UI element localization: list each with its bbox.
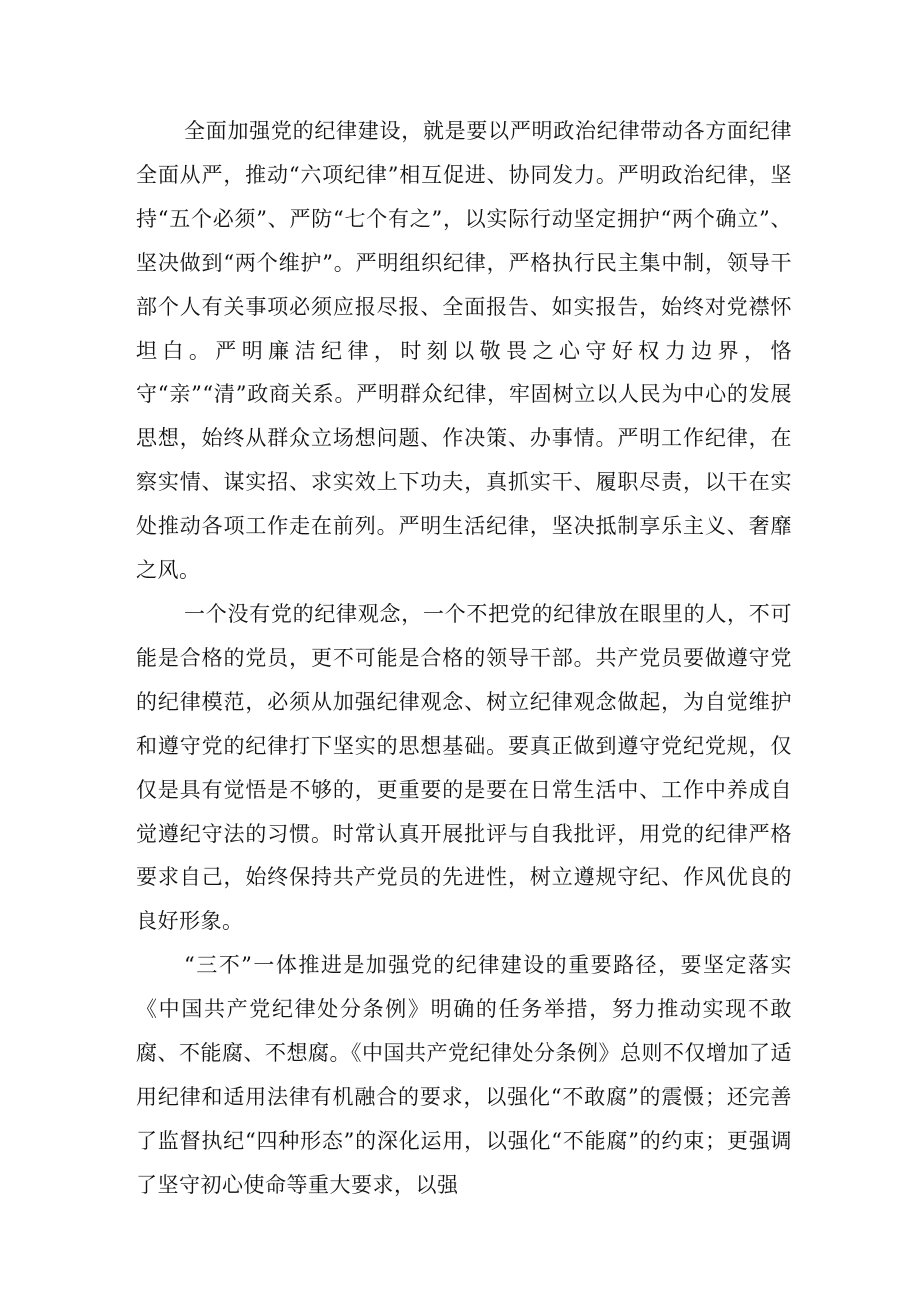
- document-body: [136, 110, 792, 1208]
- paragraph-three-nots: “三不”一体推进是加强党的纪律建设的重要路径，要坚定落实《中国共产党纪律处分条例》明确的任务举措，努力推动实现不敢腐、不能腐、不想腐。《中国共产党纪律处分条例》总则不仅增加了适用纪律和适用法律有机融合的要求，以强化“不敢腐”的震慑；还完善了监督执纪“四种形态”的深化运用，以强化“不能腐”的约束；更强调了坚守初心使命等重大要求，以强: [136, 953, 792, 1197]
- paragraph-discipline-building: 全面加强党的纪律建设，就是要以严明政治纪律带动各方面纪律全面从严，推动“六项纪律”相互促进、协同发力。严明政治纪律，坚持“五个必须”、严防“七个有之”，以实际行动坚定拥护“两个确立”、坚决做到“两个维护”。严明组织纪律，严格执行民主集中制，领导干部个人有关事项必须应报尽报、全面报告、如实报告，始终对党襟怀坦白。严明廉洁纪律，时刻以敬畏之心守好权力边界，恪守“亲”“清”政商关系。严明群众纪律，牢固树立以人民为中心的发展思想，始终从群众立场想问题、作决策、办事情。严明工作纪律，在察实情、谋实招、求实效上下功夫，真抓实干、履职尽责，以干在实处推动各项工作走在前列。严明生活纪律，坚决抵制享乐主义、奢靡之风。: [136, 119, 792, 583]
- paragraph-discipline-awareness: 一个没有党的纪律观念，一个不把党的纪律放在眼里的人，不可能是合格的党员，更不可能是合格的领导干部。共产党员要做遵守党的纪律模范，必须从加强纪律观念、树立纪律观念做起，为自觉维护和遵守党的纪律打下坚实的思想基础。要真正做到遵守党纪党规，仅仅是具有觉悟是不够的，更重要的是要在日常生活中、工作中养成自觉遵纪守法的习惯。时常认真开展批评与自我批评，用党的纪律严格要求自己，始终保持共产党员的先进性，树立遵规守纪、作风优良的良好形象。: [136, 601, 792, 934]
